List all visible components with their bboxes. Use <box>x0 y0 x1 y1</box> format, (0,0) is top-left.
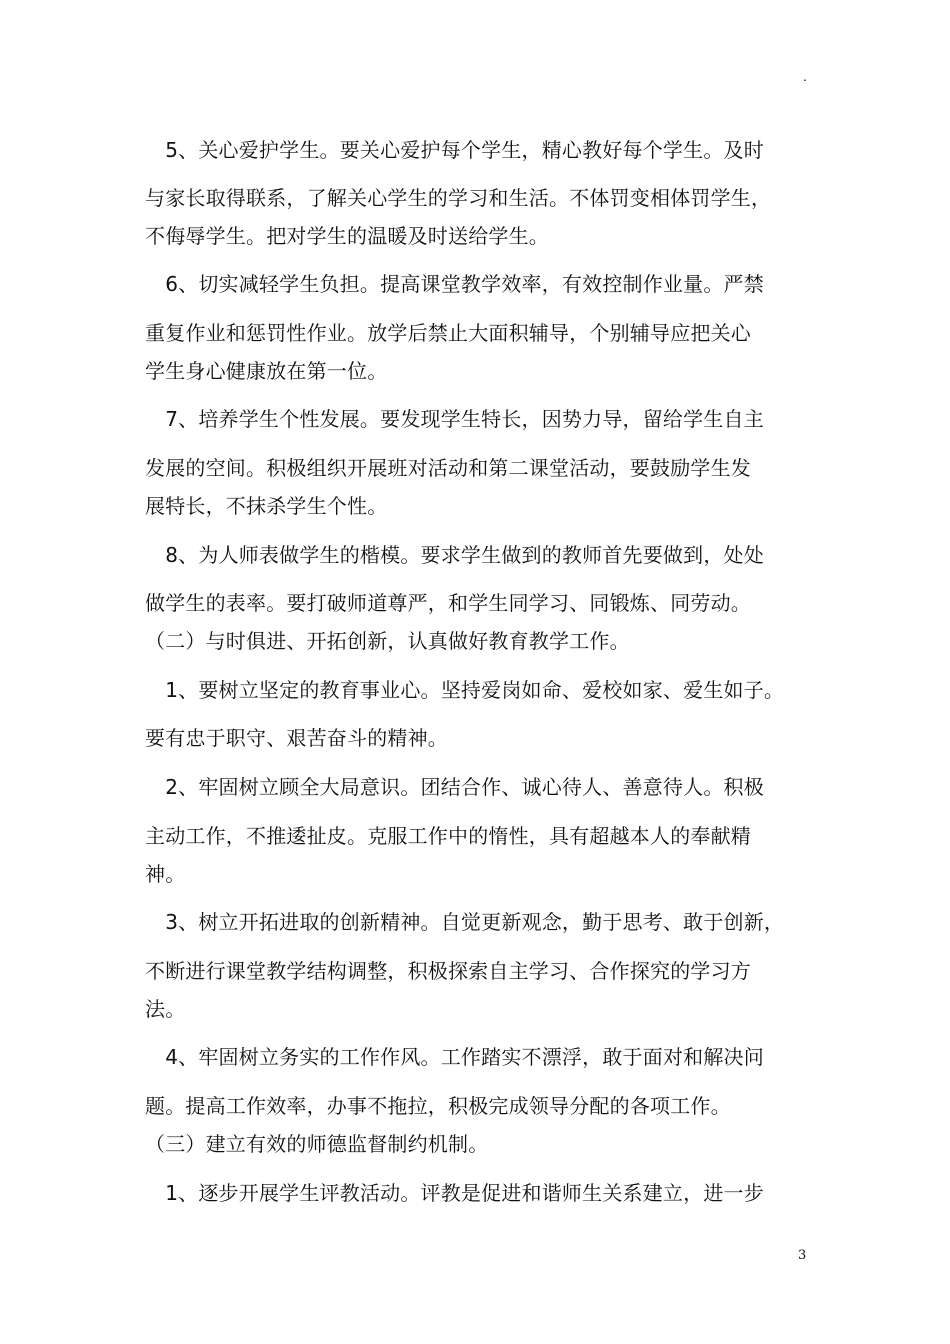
text-line: 8、为人师表做学生的楷模。要求学生做到的教师首先要做到，处处 <box>145 543 764 567</box>
text-line: 与家长取得联系，了解关心学生的学习和生活。不体罚变相体罚学生， <box>145 186 772 210</box>
text-line: 不断进行课堂教学结构调整，积极探索自主学习、合作探究的学习方 <box>145 959 751 983</box>
text-line: 4、牢固树立务实的工作作风。工作踏实不漂浮，敢于面对和解决问 <box>145 1045 764 1069</box>
header-mark: . <box>803 70 807 84</box>
text-line: 1、要树立坚定的教育事业心。坚持爱岗如命、爱校如家、爱生如子。 <box>145 678 785 702</box>
text-line: 题。提高工作效率，办事不拖拉，积极完成领导分配的各项工作。 <box>145 1094 731 1118</box>
section-heading: （三）建立有效的师德监督制约机制。 <box>145 1132 489 1156</box>
text-line: 主动工作，不推逶扯皮。克服工作中的惰性，具有超越本人的奉献精 <box>145 824 751 848</box>
page-number: 3 <box>798 1248 807 1263</box>
text-line: 5、关心爱护学生。要关心爱护每个学生，精心教好每个学生。及时 <box>145 138 764 162</box>
text-line: 3、树立开拓进取的创新精神。自觉更新观念，勤于思考、敢于创新， <box>145 910 785 934</box>
section-heading: （二）与时俱进、开拓创新，认真做好教育教学工作。 <box>145 629 630 653</box>
text-line: 展特长，不抹杀学生个性。 <box>145 494 388 518</box>
text-line: 不侮辱学生。把对学生的温暖及时送给学生。 <box>145 224 549 248</box>
text-line: 法。 <box>145 997 186 1021</box>
text-line: 1、逐步开展学生评教活动。评教是促进和谐师生关系建立，进一步 <box>145 1181 764 1205</box>
text-line: 发展的空间。积极组织开展班对活动和第二课堂活动，要鼓励学生发 <box>145 456 751 480</box>
text-line: 神。 <box>145 862 186 886</box>
text-line: 做学生的表率。要打破师道尊严，和学生同学习、同锻炼、同劳动。 <box>145 591 751 615</box>
text-line: 要有忠于职守、艰苦奋斗的精神。 <box>145 726 448 750</box>
text-line: 学生身心健康放在第一位。 <box>145 359 388 383</box>
text-line: 7、培养学生个性发展。要发现学生特长，因势力导，留给学生自主 <box>145 407 764 431</box>
text-line: 2、牢固树立顾全大局意识。团结合作、诚心待人、善意待人。积极 <box>145 775 764 799</box>
text-line: 重复作业和惩罚性作业。放学后禁止大面积辅导，个别辅导应把关心 <box>145 321 751 345</box>
text-line: 6、切实减轻学生负担。提高课堂教学效率，有效控制作业量。严禁 <box>145 272 764 296</box>
